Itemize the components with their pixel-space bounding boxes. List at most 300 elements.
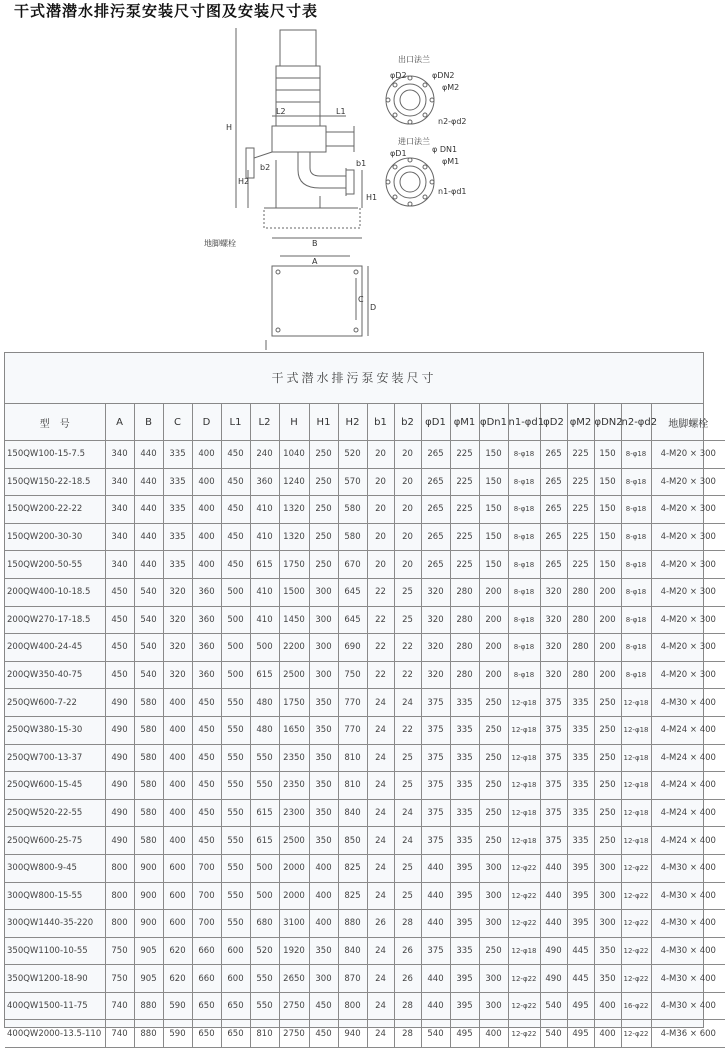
value-cell: 480: [250, 716, 279, 744]
value-cell: 360: [192, 606, 221, 634]
table-row: [5, 854, 725, 882]
value-cell: 400: [594, 992, 621, 1020]
dim-L2: L2: [276, 107, 286, 116]
value-cell: 440: [421, 965, 450, 993]
value-cell: 800: [338, 992, 367, 1020]
value-cell: 550: [250, 992, 279, 1020]
value-cell: 2750: [279, 1020, 309, 1048]
value-cell: 300: [479, 854, 508, 882]
value-cell: 150: [594, 551, 621, 579]
value-cell: 360: [192, 661, 221, 689]
value-cell: 12-φ22: [621, 1020, 651, 1048]
model-cell: 150QW200-22-22: [5, 496, 105, 524]
value-cell: 495: [567, 992, 594, 1020]
value-cell: 580: [134, 716, 163, 744]
dim-L1: L1: [336, 107, 346, 116]
value-cell: 4-M30 × 400: [651, 689, 725, 717]
value-cell: 450: [105, 578, 134, 606]
value-cell: 650: [221, 1020, 250, 1048]
value-cell: 250: [309, 523, 338, 551]
column-header: C: [163, 404, 192, 441]
value-cell: 300: [479, 992, 508, 1020]
value-cell: 8-φ18: [621, 468, 651, 496]
value-cell: 12-φ22: [508, 992, 540, 1020]
value-cell: 8-φ18: [621, 578, 651, 606]
value-cell: 400: [594, 1020, 621, 1048]
value-cell: 600: [163, 882, 192, 910]
value-cell: 360: [192, 578, 221, 606]
value-cell: 320: [163, 661, 192, 689]
value-cell: 375: [540, 744, 567, 772]
column-header: b2: [394, 404, 421, 441]
column-header: L2: [250, 404, 279, 441]
value-cell: 395: [450, 992, 479, 1020]
value-cell: 26: [394, 937, 421, 965]
value-cell: 650: [221, 992, 250, 1020]
value-cell: 28: [394, 992, 421, 1020]
value-cell: 620: [163, 937, 192, 965]
value-cell: 495: [567, 1020, 594, 1048]
value-cell: 280: [567, 606, 594, 634]
dim-n1d1: n1-φd1: [438, 187, 467, 196]
value-cell: 24: [367, 854, 394, 882]
value-cell: 400: [163, 827, 192, 855]
value-cell: 200: [479, 578, 508, 606]
value-cell: 225: [450, 441, 479, 469]
outlet-flange: [386, 76, 434, 124]
value-cell: 250: [479, 744, 508, 772]
value-cell: 225: [450, 523, 479, 551]
value-cell: 12-φ18: [621, 689, 651, 717]
value-cell: 265: [540, 468, 567, 496]
value-cell: 800: [105, 854, 134, 882]
dim-A: A: [312, 257, 318, 266]
value-cell: 320: [163, 606, 192, 634]
column-header: H1: [309, 404, 338, 441]
model-cell: 250QW600-7-22: [5, 689, 105, 717]
value-cell: 550: [250, 965, 279, 993]
value-cell: 500: [250, 634, 279, 662]
value-cell: 520: [250, 937, 279, 965]
value-cell: 4-M24 × 400: [651, 799, 725, 827]
value-cell: 450: [105, 661, 134, 689]
value-cell: 810: [338, 744, 367, 772]
model-cell: 200QW270-17-18.5: [5, 606, 105, 634]
value-cell: 12-φ18: [508, 772, 540, 800]
value-cell: 540: [421, 1020, 450, 1048]
value-cell: 335: [450, 799, 479, 827]
value-cell: 490: [105, 827, 134, 855]
value-cell: 450: [192, 827, 221, 855]
column-header: φM2: [567, 404, 594, 441]
value-cell: 250: [309, 496, 338, 524]
model-cell: 200QW400-24-45: [5, 634, 105, 662]
value-cell: 335: [450, 716, 479, 744]
value-cell: 335: [163, 523, 192, 551]
value-cell: 250: [594, 827, 621, 855]
table-row: [5, 661, 725, 689]
value-cell: 440: [421, 992, 450, 1020]
dimension-table-panel: [4, 352, 716, 1039]
value-cell: 500: [250, 882, 279, 910]
value-cell: 280: [450, 578, 479, 606]
value-cell: 12-φ18: [508, 716, 540, 744]
value-cell: 410: [250, 606, 279, 634]
value-cell: 450: [192, 772, 221, 800]
value-cell: 340: [105, 551, 134, 579]
value-cell: 550: [250, 772, 279, 800]
value-cell: 395: [450, 854, 479, 882]
value-cell: 400: [192, 523, 221, 551]
value-cell: 550: [221, 744, 250, 772]
value-cell: 620: [163, 965, 192, 993]
value-cell: 12-φ22: [508, 854, 540, 882]
model-cell: 250QW600-15-45: [5, 772, 105, 800]
value-cell: 650: [192, 1020, 221, 1048]
value-cell: 500: [221, 606, 250, 634]
value-cell: 250: [479, 716, 508, 744]
table-row: [5, 744, 725, 772]
model-cell: 350QW1100-10-55: [5, 937, 105, 965]
value-cell: 400: [163, 716, 192, 744]
value-cell: 12-φ22: [621, 882, 651, 910]
value-cell: 4-M24 × 400: [651, 827, 725, 855]
value-cell: 660: [192, 937, 221, 965]
value-cell: 4-M20 × 300: [651, 661, 725, 689]
value-cell: 440: [540, 910, 567, 938]
value-cell: 670: [338, 551, 367, 579]
value-cell: 24: [367, 937, 394, 965]
value-cell: 580: [338, 523, 367, 551]
value-cell: 4-M30 × 400: [651, 854, 725, 882]
value-cell: 400: [309, 910, 338, 938]
model-cell: 200QW400-10-18.5: [5, 578, 105, 606]
installation-drawing-svg: [180, 20, 500, 350]
value-cell: 4-M36 × 600: [651, 1020, 725, 1048]
column-header: A: [105, 404, 134, 441]
value-cell: 350: [594, 965, 621, 993]
value-cell: 24: [367, 744, 394, 772]
value-cell: 500: [250, 854, 279, 882]
value-cell: 2200: [279, 634, 309, 662]
table-caption: 干式潜水排污泵安装尺寸: [5, 353, 703, 404]
value-cell: 150: [479, 468, 508, 496]
value-cell: 8-φ18: [508, 468, 540, 496]
table-row: [5, 1020, 725, 1048]
value-cell: 8-φ18: [508, 606, 540, 634]
value-cell: 250: [309, 551, 338, 579]
dim-H2: H2: [238, 177, 250, 186]
column-header: φM1: [450, 404, 479, 441]
value-cell: 615: [250, 551, 279, 579]
value-cell: 250: [479, 937, 508, 965]
value-cell: 320: [540, 606, 567, 634]
value-cell: 200: [479, 661, 508, 689]
value-cell: 200: [594, 578, 621, 606]
value-cell: 265: [421, 468, 450, 496]
value-cell: 4-M20 × 300: [651, 578, 725, 606]
value-cell: 4-M20 × 300: [651, 551, 725, 579]
value-cell: 335: [567, 689, 594, 717]
value-cell: 490: [105, 772, 134, 800]
value-cell: 2750: [279, 992, 309, 1020]
value-cell: 645: [338, 606, 367, 634]
value-cell: 24: [367, 827, 394, 855]
value-cell: 550: [221, 882, 250, 910]
value-cell: 12-φ18: [508, 799, 540, 827]
column-header: φDN2: [594, 404, 621, 441]
table-row: [5, 468, 725, 496]
value-cell: 225: [567, 468, 594, 496]
value-cell: 450: [221, 468, 250, 496]
value-cell: 280: [450, 634, 479, 662]
value-cell: 800: [105, 882, 134, 910]
value-cell: 22: [394, 661, 421, 689]
value-cell: 150: [479, 551, 508, 579]
value-cell: 225: [450, 551, 479, 579]
value-cell: 350: [309, 799, 338, 827]
value-cell: 375: [540, 827, 567, 855]
value-cell: 320: [421, 634, 450, 662]
value-cell: 8-φ18: [621, 634, 651, 662]
value-cell: 280: [450, 661, 479, 689]
value-cell: 20: [394, 523, 421, 551]
value-cell: 880: [134, 992, 163, 1020]
value-cell: 550: [221, 716, 250, 744]
value-cell: 810: [250, 1020, 279, 1048]
value-cell: 4-M30 × 400: [651, 937, 725, 965]
value-cell: 250: [479, 799, 508, 827]
value-cell: 750: [338, 661, 367, 689]
dim-D2: φD2: [390, 71, 407, 80]
value-cell: 440: [134, 551, 163, 579]
value-cell: 600: [163, 854, 192, 882]
value-cell: 8-φ18: [621, 496, 651, 524]
value-cell: 12-φ22: [621, 910, 651, 938]
value-cell: 8-φ18: [621, 606, 651, 634]
value-cell: 840: [338, 799, 367, 827]
value-cell: 350: [309, 772, 338, 800]
value-cell: 225: [567, 523, 594, 551]
value-cell: 395: [450, 910, 479, 938]
value-cell: 2350: [279, 744, 309, 772]
value-cell: 410: [250, 578, 279, 606]
value-cell: 740: [105, 1020, 134, 1048]
value-cell: 20: [367, 551, 394, 579]
value-cell: 265: [421, 523, 450, 551]
table-row: [5, 441, 725, 469]
table-row: [5, 827, 725, 855]
value-cell: 24: [367, 965, 394, 993]
value-cell: 375: [421, 772, 450, 800]
value-cell: 300: [594, 882, 621, 910]
value-cell: 580: [338, 496, 367, 524]
value-cell: 450: [105, 634, 134, 662]
value-cell: 8-φ18: [621, 441, 651, 469]
value-cell: 450: [221, 441, 250, 469]
value-cell: 750: [105, 965, 134, 993]
value-cell: 24: [394, 689, 421, 717]
value-cell: 265: [421, 496, 450, 524]
value-cell: 150: [594, 496, 621, 524]
value-cell: 490: [105, 689, 134, 717]
value-cell: 250: [479, 827, 508, 855]
value-cell: 550: [250, 744, 279, 772]
value-cell: 340: [105, 523, 134, 551]
value-cell: 8-φ18: [508, 551, 540, 579]
value-cell: 265: [540, 496, 567, 524]
value-cell: 4-M24 × 400: [651, 772, 725, 800]
pump-volute: [272, 126, 326, 152]
value-cell: 1040: [279, 441, 309, 469]
value-cell: 24: [367, 716, 394, 744]
value-cell: 580: [134, 772, 163, 800]
value-cell: 400: [192, 468, 221, 496]
inlet-flange-label: 进口法兰: [398, 137, 430, 146]
value-cell: 12-φ18: [508, 937, 540, 965]
value-cell: 12-φ18: [621, 744, 651, 772]
value-cell: 400: [163, 744, 192, 772]
value-cell: 12-φ22: [508, 965, 540, 993]
value-cell: 450: [192, 744, 221, 772]
value-cell: 1750: [279, 551, 309, 579]
value-cell: 680: [250, 910, 279, 938]
value-cell: 20: [367, 496, 394, 524]
value-cell: 400: [163, 772, 192, 800]
value-cell: 440: [421, 854, 450, 882]
value-cell: 445: [567, 965, 594, 993]
dimension-table: [5, 404, 725, 1048]
value-cell: 540: [134, 661, 163, 689]
value-cell: 320: [163, 634, 192, 662]
value-cell: 20: [367, 441, 394, 469]
model-cell: 150QW200-50-55: [5, 551, 105, 579]
value-cell: 25: [394, 854, 421, 882]
value-cell: 770: [338, 716, 367, 744]
value-cell: 540: [134, 606, 163, 634]
value-cell: 440: [540, 854, 567, 882]
column-header: 地脚螺栓: [651, 404, 725, 441]
value-cell: 4-M30 × 400: [651, 882, 725, 910]
value-cell: 490: [105, 799, 134, 827]
value-cell: 490: [540, 937, 567, 965]
value-cell: 8-φ18: [621, 523, 651, 551]
value-cell: 540: [540, 992, 567, 1020]
value-cell: 4-M20 × 300: [651, 496, 725, 524]
table-row: [5, 634, 725, 662]
model-cell: 150QW200-30-30: [5, 523, 105, 551]
value-cell: 320: [163, 578, 192, 606]
value-cell: 8-φ18: [621, 661, 651, 689]
value-cell: 300: [309, 606, 338, 634]
table-row: [5, 689, 725, 717]
value-cell: 12-φ22: [508, 910, 540, 938]
model-cell: 150QW100-15-7.5: [5, 441, 105, 469]
installation-drawing: [180, 20, 500, 354]
value-cell: 300: [309, 661, 338, 689]
value-cell: 810: [338, 772, 367, 800]
value-cell: 335: [450, 689, 479, 717]
value-cell: 375: [421, 827, 450, 855]
table-body: [5, 441, 725, 1048]
value-cell: 280: [567, 578, 594, 606]
model-cell: 250QW520-22-55: [5, 799, 105, 827]
value-cell: 440: [540, 882, 567, 910]
value-cell: 250: [594, 716, 621, 744]
value-cell: 24: [367, 689, 394, 717]
model-cell: 250QW380-15-30: [5, 716, 105, 744]
value-cell: 1240: [279, 468, 309, 496]
value-cell: 250: [479, 689, 508, 717]
value-cell: 150: [479, 496, 508, 524]
value-cell: 2650: [279, 965, 309, 993]
value-cell: 250: [479, 772, 508, 800]
value-cell: 550: [221, 854, 250, 882]
table-row: [5, 882, 725, 910]
value-cell: 400: [163, 689, 192, 717]
value-cell: 450: [192, 799, 221, 827]
value-cell: 300: [594, 910, 621, 938]
value-cell: 225: [450, 496, 479, 524]
value-cell: 580: [134, 689, 163, 717]
value-cell: 395: [567, 882, 594, 910]
value-cell: 150: [594, 441, 621, 469]
value-cell: 490: [105, 716, 134, 744]
value-cell: 320: [421, 661, 450, 689]
model-cell: 250QW700-13-37: [5, 744, 105, 772]
value-cell: 200: [594, 606, 621, 634]
value-cell: 22: [394, 716, 421, 744]
value-cell: 400: [479, 1020, 508, 1048]
value-cell: 450: [105, 606, 134, 634]
value-cell: 550: [221, 799, 250, 827]
value-cell: 335: [567, 799, 594, 827]
value-cell: 150: [479, 523, 508, 551]
value-cell: 1500: [279, 578, 309, 606]
value-cell: 360: [250, 468, 279, 496]
value-cell: 25: [394, 772, 421, 800]
value-cell: 450: [221, 551, 250, 579]
table-row: [5, 992, 725, 1020]
column-header: D: [192, 404, 221, 441]
dim-DN1: φ DN1: [432, 145, 458, 154]
value-cell: 450: [192, 716, 221, 744]
value-cell: 480: [250, 689, 279, 717]
column-header: b1: [367, 404, 394, 441]
value-cell: 550: [221, 827, 250, 855]
value-cell: 320: [540, 661, 567, 689]
value-cell: 12-φ18: [621, 799, 651, 827]
value-cell: 1320: [279, 496, 309, 524]
value-cell: 24: [367, 772, 394, 800]
value-cell: 4-M20 × 300: [651, 523, 725, 551]
table-row: [5, 910, 725, 938]
value-cell: 2350: [279, 772, 309, 800]
value-cell: 150: [479, 441, 508, 469]
value-cell: 240: [250, 441, 279, 469]
value-cell: 800: [105, 910, 134, 938]
value-cell: 20: [394, 468, 421, 496]
value-cell: 645: [338, 578, 367, 606]
value-cell: 850: [338, 827, 367, 855]
inlet-flange: [386, 158, 434, 206]
value-cell: 375: [540, 716, 567, 744]
value-cell: 200: [594, 634, 621, 662]
value-cell: 200: [479, 606, 508, 634]
value-cell: 24: [367, 992, 394, 1020]
value-cell: 225: [450, 468, 479, 496]
value-cell: 300: [479, 910, 508, 938]
